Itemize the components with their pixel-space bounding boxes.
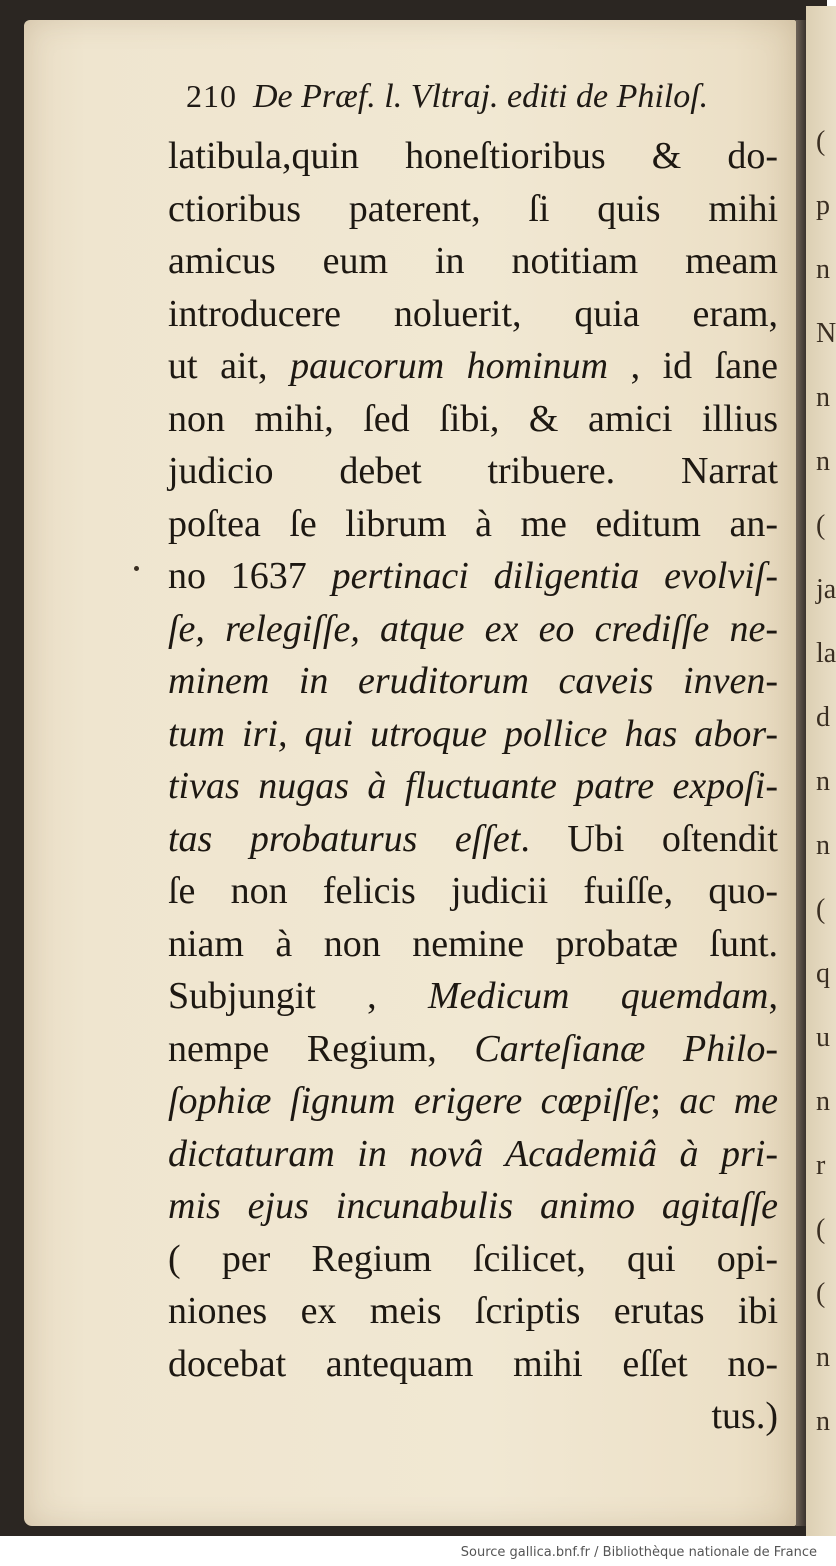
facing-page-fragment: n [816, 382, 830, 413]
text-line [168, 970, 778, 1023]
text-line [168, 1390, 778, 1443]
facing-page-fragment: n [816, 254, 830, 285]
italic-segment: pertinaci diligentia evolviſ- [331, 555, 778, 597]
roman-segment: tus.) [711, 1395, 778, 1437]
roman-segment: poſtea ſe librum à me editum an- [168, 502, 778, 545]
roman-segment: non mihi, ſed ſibi, & amici illius [168, 397, 778, 440]
facing-page-fragment: d [816, 702, 830, 733]
roman-segment: docebat antequam mihi eſſet no- [168, 1342, 778, 1385]
text-line [168, 1023, 778, 1076]
roman-segment: amicus eum in notitiam meam [168, 240, 778, 282]
italic-segment: Carteſianæ Philo- [474, 1027, 778, 1070]
book-gutter [796, 20, 806, 1526]
roman-segment: no 1637 [168, 555, 332, 597]
text-line [168, 393, 778, 446]
text-line [168, 445, 778, 498]
facing-page-fragment: q [816, 958, 830, 989]
roman-segment: nempe Regium, [168, 1027, 475, 1070]
facing-page-fragment: la [816, 638, 836, 669]
body-text [168, 130, 778, 1443]
roman-segment: , id ſane [608, 345, 778, 387]
facing-page-fragment: ( [816, 1278, 826, 1309]
roman-segment: . Ubi oſtendit [520, 817, 778, 860]
running-header [186, 78, 708, 116]
roman-segment: ſe non felicis judicii fuiſſe, quo- [168, 870, 778, 912]
ink-speck [134, 566, 139, 571]
roman-segment: Subjungit , [168, 975, 429, 1017]
italic-segment: tas probaturus eſſet [168, 817, 521, 860]
facing-page-fragment: ( [816, 126, 826, 157]
italic-segment: minem in eruditorum caveis inven- [168, 660, 778, 702]
roman-segment: niones ex meis ſcriptis erutas ibi [168, 1290, 778, 1332]
roman-segment: , [768, 975, 779, 1017]
text-line [168, 1180, 778, 1233]
facing-page-fragment: n [816, 830, 830, 861]
facing-page-fragment: r [816, 1150, 826, 1181]
facing-page-edge [806, 6, 836, 1536]
italic-segment: paucorum hominum [290, 345, 609, 387]
facing-page-fragment: p [816, 190, 830, 221]
text-line [168, 918, 778, 971]
facing-page-fragment: ja [816, 574, 836, 605]
text-line [168, 288, 778, 341]
roman-segment: ; [650, 1080, 680, 1122]
text-line [168, 498, 778, 551]
text-line [168, 235, 778, 288]
italic-segment: tum iri, qui utroque pollice has abor- [168, 712, 778, 755]
italic-segment: tivas nugas à fluctuante patre expoſi- [168, 765, 778, 807]
roman-segment: ( per Regium ſcilicet, qui opi- [168, 1237, 778, 1280]
facing-page-fragment: n [816, 446, 830, 477]
text-line [168, 760, 778, 813]
facing-page-fragment: n [816, 1406, 830, 1437]
text-line [168, 603, 778, 656]
facing-page-fragment: N [816, 318, 836, 349]
roman-segment: judicio debet tribuere. Narrat [168, 450, 778, 492]
italic-segment: ſe, relegiſſe, atque ex eo crediſſe ne- [168, 607, 778, 650]
italic-segment: mis ejus incunabulis animo agitaſſe [168, 1185, 778, 1227]
text-line [168, 340, 778, 393]
text-line [168, 130, 778, 183]
text-line [168, 865, 778, 918]
text-line [168, 708, 778, 761]
facing-page-fragment: ( [816, 1214, 826, 1245]
text-line [168, 1338, 778, 1391]
page-number: 210 [186, 78, 237, 114]
facing-page-fragment: n [816, 1342, 830, 1373]
facing-page-fragment: n [816, 1086, 830, 1117]
facing-page-fragment: ( [816, 894, 826, 925]
roman-segment: latibula,quin honeſtioribus & do- [168, 135, 778, 177]
text-line [168, 183, 778, 236]
facing-page-fragment: n [816, 766, 830, 797]
text-line [168, 655, 778, 708]
text-line [168, 1285, 778, 1338]
text-line [168, 550, 778, 603]
facing-page-fragment: ( [816, 510, 826, 541]
text-line [168, 813, 778, 866]
running-title: De Præf. l. Vltraj. editi de Philoſ. [253, 78, 709, 115]
text-line [168, 1233, 778, 1286]
text-line [168, 1128, 778, 1181]
italic-segment: Medicum quemdam [428, 975, 769, 1017]
italic-segment: ſophiæ ſignum erigere cœpiſſe [168, 1080, 651, 1122]
text-line [168, 1075, 778, 1128]
roman-segment: ut ait, [168, 345, 291, 387]
italic-segment: dictaturam in novâ Academiâ à pri- [168, 1132, 778, 1175]
facing-page-fragment: u [816, 1022, 830, 1053]
italic-segment: ac me [679, 1080, 778, 1122]
source-credit: Source gallica.bnf.fr / Bibliothèque nationale de France [460, 1545, 817, 1560]
roman-segment: ctioribus paterent, ſi quis mihi [168, 187, 778, 230]
roman-segment: introducere noluerit, quia eram, [168, 292, 778, 335]
roman-segment: niam à non nemine probatæ ſunt. [168, 922, 778, 965]
